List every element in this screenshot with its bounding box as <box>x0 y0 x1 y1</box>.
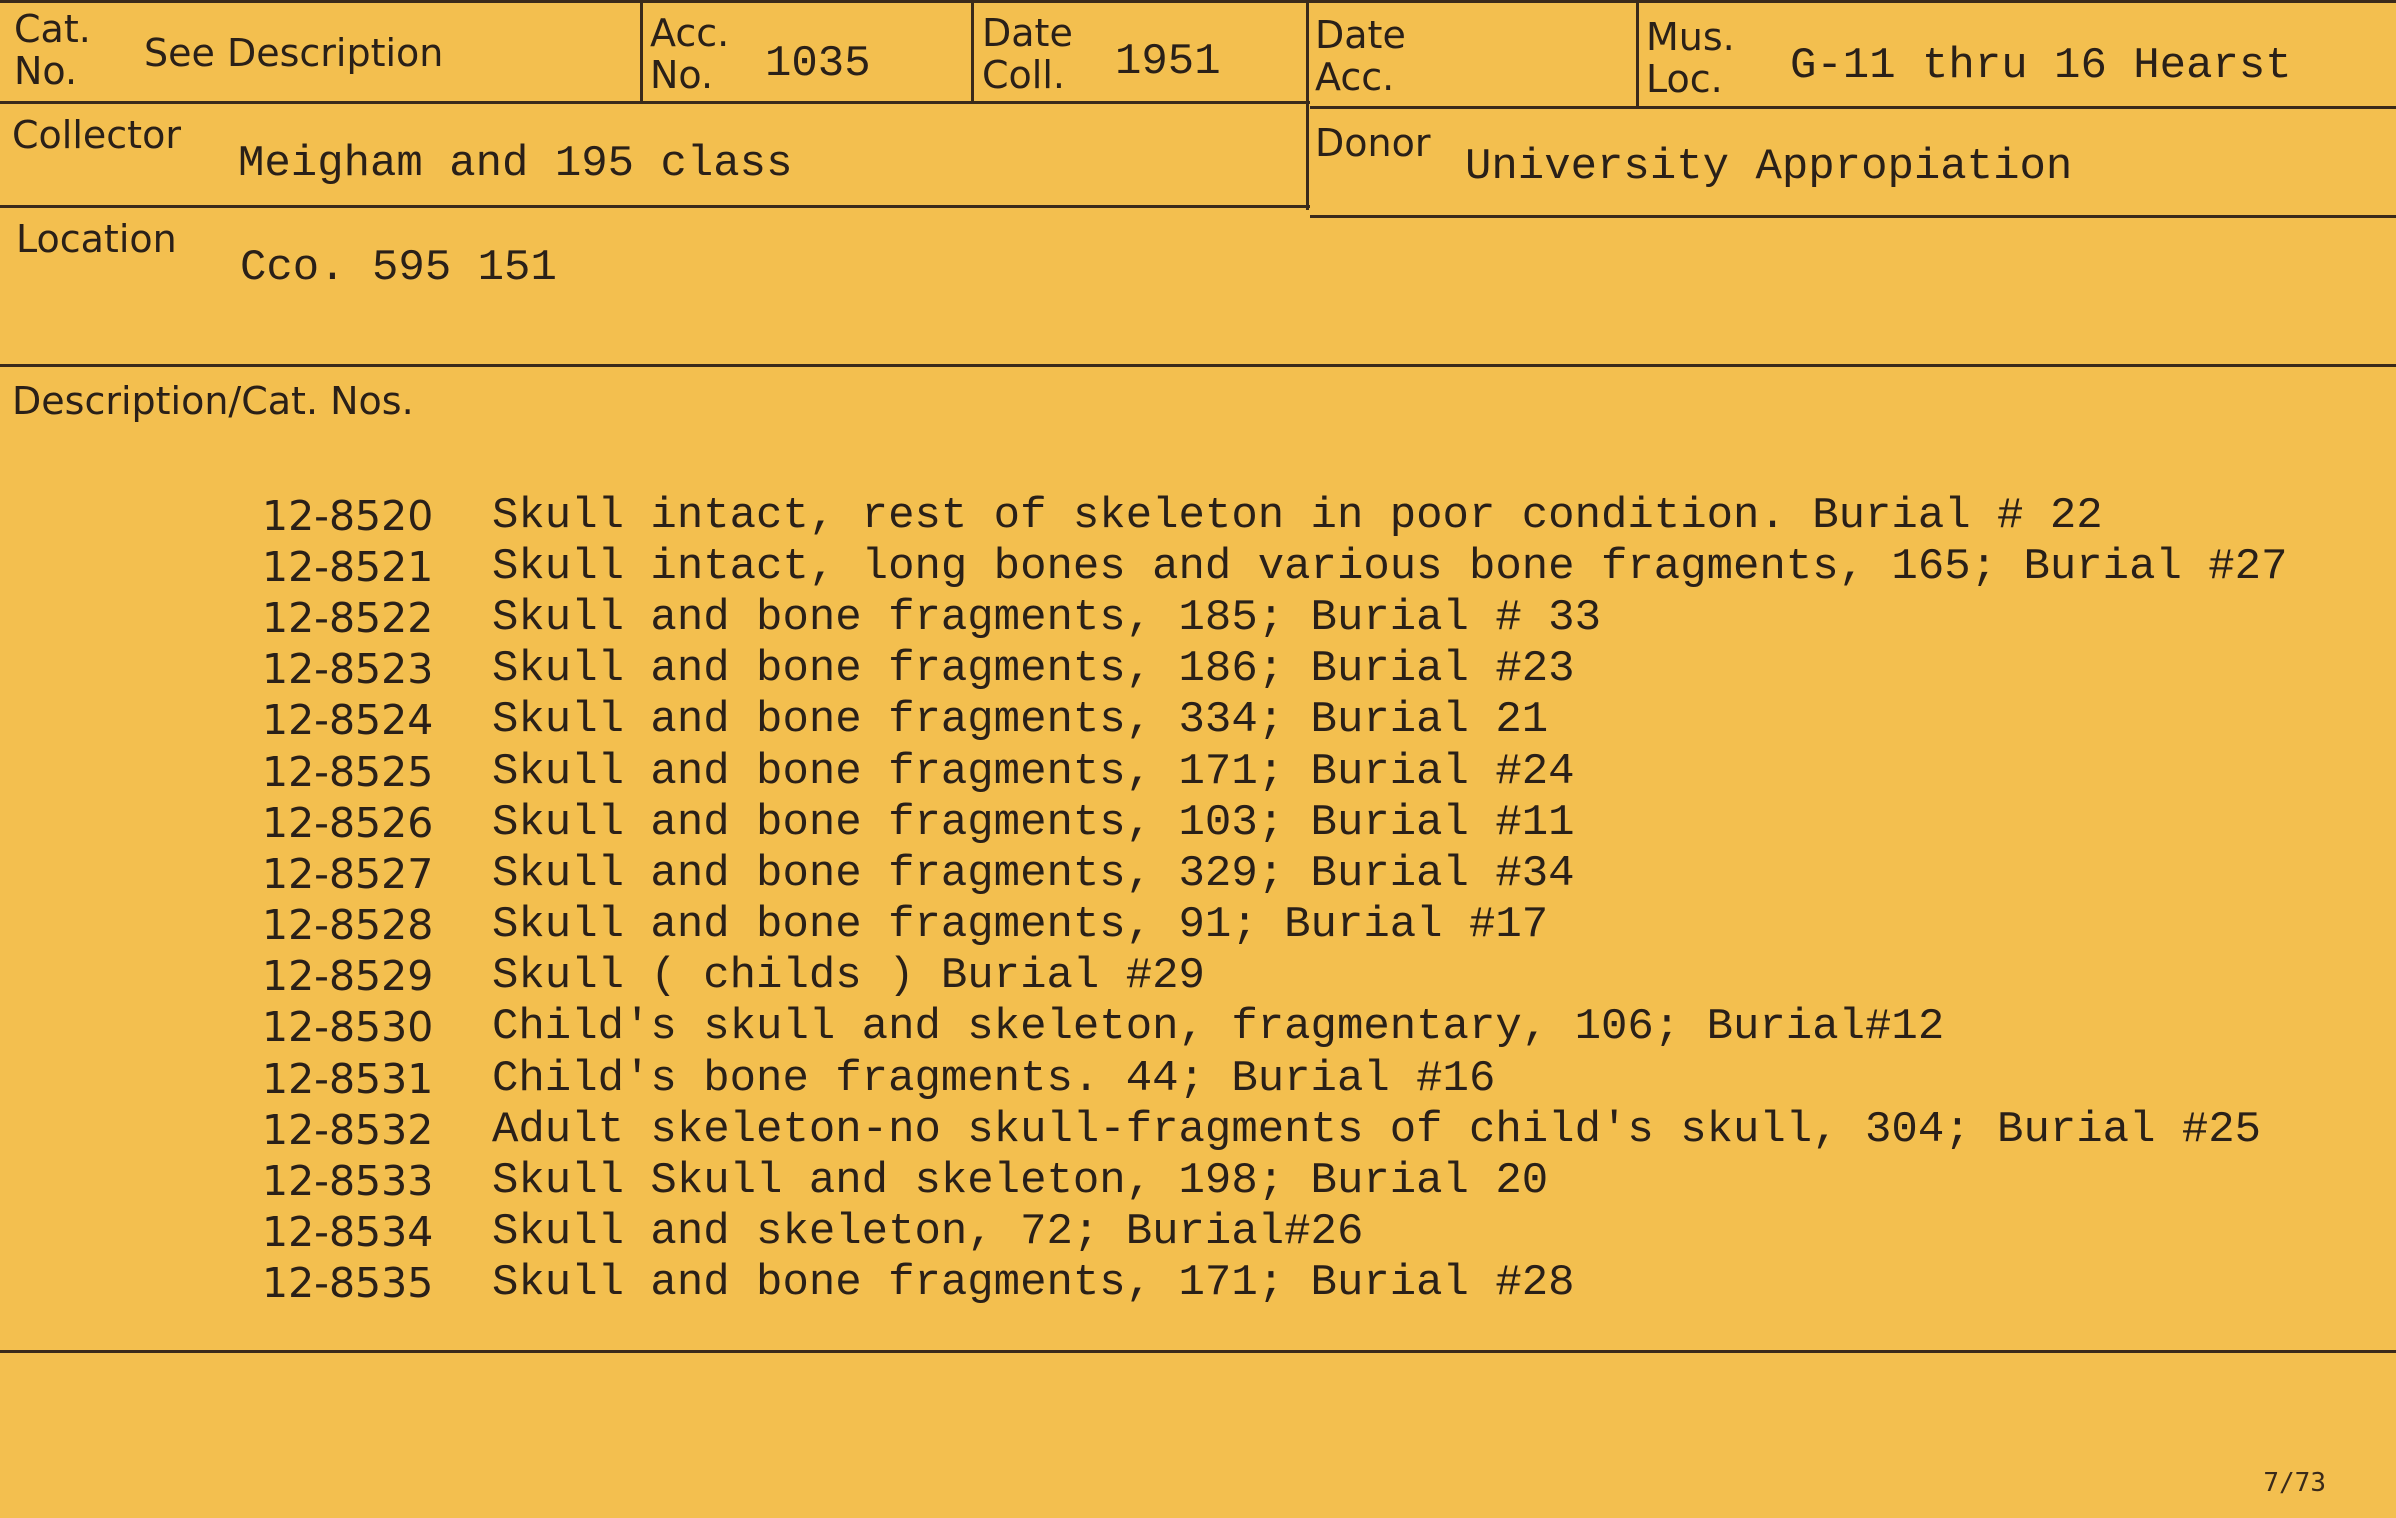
cat-number: 12-8529 <box>262 952 434 1001</box>
cat-no-value: See Description <box>144 31 444 75</box>
divider-description-bottom <box>0 1350 2396 1353</box>
list-item <box>262 848 2288 899</box>
divider-collector-bottom <box>0 205 1310 208</box>
item-description: Skull and bone fragments, 186; Burial #23 <box>492 644 1575 695</box>
list-item <box>262 746 2288 797</box>
item-description: Skull and bone fragments, 91; Burial #17 <box>492 900 1549 951</box>
divider-v-musloc <box>1636 0 1639 107</box>
cat-number: 12-8525 <box>262 747 434 796</box>
mus-loc-label <box>1646 16 1735 100</box>
date-coll-label-line2: Coll. <box>982 53 1065 97</box>
divider-top <box>0 0 2396 3</box>
donor-value: University Appropiation <box>1465 142 2073 192</box>
item-description: Skull and bone fragments, 329; Burial #34 <box>492 848 1575 899</box>
item-description: Adult skeleton-no skull-fragments of child's skull, 304; Burial #25 <box>492 1104 2262 1155</box>
list-item <box>262 695 2288 746</box>
item-description: Child's skull and skeleton, fragmentary, 106; Burial#12 <box>492 1002 1945 1053</box>
date-coll-value: 1951 <box>1115 37 1221 87</box>
list-item <box>262 1002 2288 1053</box>
item-description: Skull and bone fragments, 103; Burial #11 <box>492 797 1575 848</box>
item-description: Skull and bone fragments, 171; Burial #24 <box>492 746 1575 797</box>
cat-number: 12-8520 <box>262 491 434 540</box>
cat-number: 12-8522 <box>262 593 434 642</box>
list-item <box>262 951 2288 1002</box>
cat-number: 12-8530 <box>262 1003 434 1052</box>
list-item <box>262 1053 2288 1104</box>
list-item <box>262 490 2288 541</box>
divider-header-bottom <box>0 101 1310 104</box>
item-description: Skull Skull and skeleton, 198; Burial 20 <box>492 1156 1549 1207</box>
description-label: Description/Cat. Nos. <box>12 379 414 423</box>
cat-number: 12-8534 <box>262 1208 434 1257</box>
item-description: Child's bone fragments. 44; Burial #16 <box>492 1053 1496 1104</box>
acc-no-label-line1: Acc. <box>650 11 730 55</box>
cat-number: 12-8528 <box>262 901 434 950</box>
acc-no-value: 1035 <box>765 39 871 89</box>
divider-header-bottom-right <box>1310 106 2396 109</box>
item-description: Skull and skeleton, 72; Burial#26 <box>492 1207 1364 1258</box>
footer-note: 7/73 <box>2263 1468 2326 1498</box>
cat-number: 12-8532 <box>262 1105 434 1154</box>
list-item <box>262 644 2288 695</box>
list-item <box>262 1207 2288 1258</box>
divider-v-acc <box>640 0 643 103</box>
date-coll-label-line1: Date <box>982 11 1073 55</box>
cat-no-label-line1: Cat. <box>14 7 91 51</box>
mus-loc-label-line2: Loc. <box>1646 57 1723 101</box>
item-description: Skull ( childs ) Burial #29 <box>492 951 1205 1002</box>
item-description: Skull and bone fragments, 185; Burial # 33 <box>492 592 1601 643</box>
acc-no-label <box>650 12 729 96</box>
divider-v-datecoll <box>971 0 974 104</box>
cat-no-label <box>14 8 91 92</box>
acc-no-label-line2: No. <box>650 53 714 97</box>
item-description: Skull and bone fragments, 171; Burial #28 <box>492 1258 1575 1309</box>
description-list <box>262 490 2288 1309</box>
cat-number: 12-8524 <box>262 696 434 745</box>
date-acc-label-line1: Date <box>1315 13 1406 57</box>
cat-number: 12-8526 <box>262 798 434 847</box>
cat-number: 12-8527 <box>262 849 434 898</box>
date-acc-label <box>1315 14 1406 98</box>
divider-location-bottom <box>0 364 2396 367</box>
mus-loc-value: G-11 thru 16 Hearst <box>1790 41 2292 91</box>
cat-number: 12-8521 <box>262 542 434 591</box>
list-item <box>262 1104 2288 1155</box>
divider-v-dateacc <box>1306 0 1309 210</box>
list-item <box>262 592 2288 643</box>
cat-number: 12-8535 <box>262 1259 434 1308</box>
list-item <box>262 900 2288 951</box>
collector-value: Meigham and 195 class <box>238 139 793 189</box>
cat-no-label-line2: No. <box>14 49 78 93</box>
cat-number: 12-8533 <box>262 1157 434 1206</box>
list-item <box>262 1155 2288 1206</box>
list-item <box>262 1258 2288 1309</box>
mus-loc-label-line1: Mus. <box>1646 15 1735 59</box>
date-acc-label-line2: Acc. <box>1315 55 1395 99</box>
item-description: Skull and bone fragments, 334; Burial 21 <box>492 695 1549 746</box>
divider-donor-bottom <box>1310 215 2396 218</box>
date-coll-label <box>982 12 1073 96</box>
donor-label: Donor <box>1315 121 1431 165</box>
cat-number: 12-8531 <box>262 1054 434 1103</box>
collector-label: Collector <box>12 113 181 157</box>
location-value: Cco. 595 151 <box>240 243 557 293</box>
item-description: Skull intact, rest of skeleton in poor condition. Burial # 22 <box>492 490 2103 541</box>
cat-number: 12-8523 <box>262 645 434 694</box>
list-item <box>262 797 2288 848</box>
list-item <box>262 541 2288 592</box>
location-label: Location <box>16 217 177 261</box>
item-description: Skull intact, long bones and various bone fragments, 165; Burial #27 <box>492 541 2288 592</box>
